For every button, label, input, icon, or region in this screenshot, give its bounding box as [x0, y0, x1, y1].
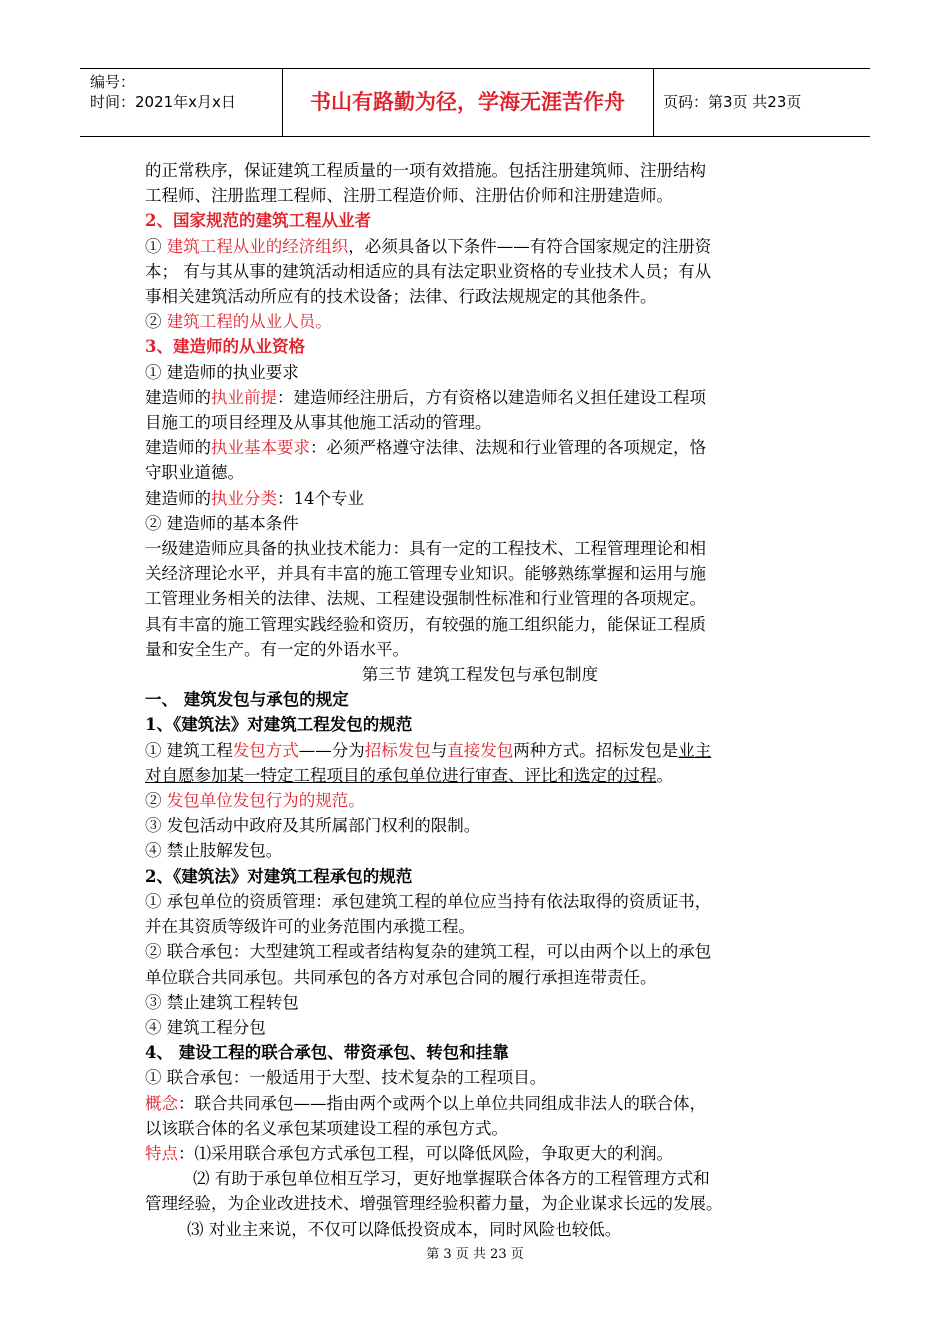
heading-undertaking-rules: 2、《建筑法》对建筑工程承包的规范 — [145, 866, 413, 886]
requirement-category — [145, 486, 815, 511]
highlight-text: 建筑工程的从业人员。 — [166, 312, 332, 332]
paragraph-line: 的正常秩序，保证建筑工程质量的一项有效措施。包括注册建筑师、注册结构 — [145, 161, 706, 180]
subheading-requirements: ① 建造师的执业要求 — [145, 362, 299, 382]
highlight-text: 发包单位发包行为的规范。 — [166, 791, 365, 811]
text: 两种方式。招标发包是 — [513, 740, 679, 760]
text: ：必须严格遵守法律、法规和行业管理的各项规定，恪 — [310, 438, 706, 458]
text: 。 — [656, 765, 673, 785]
concept-label: 概念 — [145, 1093, 178, 1113]
header-number-label: 编号： — [90, 73, 136, 91]
text: ：建造师经注册后，方有资格以建造师名义担任建设工程项 — [277, 387, 706, 407]
section-title: 第三节 建筑工程发包与承包制度 — [361, 665, 599, 685]
text: ——分为 — [298, 740, 365, 760]
highlight-text: 执业分类 — [211, 488, 277, 508]
header-date: 时间：2021年x月x日 — [90, 93, 236, 111]
underlined-text: 对自愿参加某一特定工程项目的承包单位进行审查、评比和选定的过程 — [145, 765, 657, 785]
paragraph-line: 单位联合共同承包。共同承包的各方对承包合同的履行承担连带责任。 — [145, 967, 657, 987]
paragraph-line: 管理经验，为企业改进技术、增强管理经验积蓄力量，为企业谋求长远的发展。 — [145, 1194, 723, 1214]
text: 与 — [430, 740, 448, 760]
header-meta — [90, 72, 236, 112]
document-body — [145, 158, 815, 1242]
item-contract-method — [145, 738, 815, 763]
item-number: ① — [145, 236, 167, 256]
paragraph-line: 工管理业务相关的法律、法规、工程建设强制性标准和行业管理的各项规定。 — [145, 589, 706, 609]
paragraph-line — [145, 763, 815, 788]
highlight-text: 发包方式 — [232, 740, 299, 760]
feature-label: 特点 — [145, 1143, 178, 1163]
paragraph-line: 以该联合体的名义承包某项建设工程的承包方式。 — [145, 1118, 508, 1138]
text: 建造师的 — [145, 488, 211, 508]
header-page-info: 页码：第3页 共23页 — [663, 93, 802, 111]
item-no-dismember: ④ 禁止肢解发包。 — [145, 841, 283, 861]
subheading-conditions: ② 建造师的基本条件 — [145, 513, 299, 533]
item-no-transfer: ③ 禁止建筑工程转包 — [145, 992, 299, 1012]
item-joint: ① 联合承包：一般适用于大型、技术复杂的工程项目。 — [145, 1068, 547, 1088]
heading-joint-contracting: 4、 建设工程的联合承包、带资承包、转包和挂靠 — [145, 1043, 509, 1063]
page-footer: 第 3 页 共 23 页 — [426, 1247, 524, 1262]
item-text: ，必须具备以下条件——有符合国家规定的注册资 — [348, 236, 712, 256]
highlight-text: 执业前提 — [211, 387, 277, 407]
item-number: ② — [145, 312, 167, 332]
concept-line — [145, 1091, 815, 1116]
header-divider-right — [653, 68, 654, 136]
paragraph-line: 事相关建筑活动所应有的技术设备；法律、行政法规规定的其他条件。 — [145, 287, 657, 307]
highlight-text: 招标发包 — [364, 740, 431, 760]
paragraph-line: ② 联合承包：大型建筑工程或者结构复杂的建筑工程，可以由两个以上的承包 — [145, 942, 712, 962]
text: ① 建筑工程 — [145, 740, 233, 760]
paragraph-line: 关经济理论水平，并具有丰富的施工管理专业知识。能够熟练掌握和运用与施 — [145, 564, 706, 584]
paragraph-line: 守职业道德。 — [145, 463, 244, 483]
requirement-basic — [145, 435, 815, 460]
paragraph-line: ⑵ 有助于承包单位相互学习，更好地掌握联合体各方的工程管理方式和 — [193, 1169, 710, 1189]
feature-line — [145, 1141, 815, 1166]
highlight-text: 直接发包 — [447, 740, 514, 760]
paragraph-line: ⑶ 对业主来说，不仅可以降低投资成本，同时风险也较低。 — [187, 1219, 622, 1239]
paragraph-line: 并在其资质等级许可的业务范围内承揽工程。 — [145, 917, 475, 937]
heading-one: 一、 建筑发包与承包的规定 — [145, 690, 349, 710]
text: 建造师的 — [145, 438, 211, 458]
text: ：⑴采用联合承包方式承包工程，可以降低风险，争取更大的利润。 — [178, 1143, 673, 1163]
highlight-text: 建筑工程从业的经济组织 — [166, 236, 349, 256]
heading-contracting-rules: 1、《建筑法》对建筑工程发包的规范 — [145, 715, 413, 735]
header-bottom-rule — [80, 136, 870, 137]
heading-practitioners: 2、国家规范的建筑工程从业者 — [145, 211, 371, 231]
paragraph-line: 一级建造师应具备的执业技术能力：具有一定的工程技术、工程管理理论和相 — [145, 539, 706, 559]
item-subcontract: ④ 建筑工程分包 — [145, 1017, 266, 1037]
paragraph-line: 目施工的项目经理及从事其他施工活动的管理。 — [145, 413, 492, 433]
item-government-limits: ③ 发包活动中政府及其所属部门权利的限制。 — [145, 816, 481, 836]
paragraph-line: 工程师、注册监理工程师、注册工程造价师、注册估价师和注册建造师。 — [145, 186, 673, 206]
highlight-text: 执业基本要求 — [211, 438, 310, 458]
paragraph-line: ① 承包单位的资质管理：承包建筑工程的单位应当持有依法取得的资质证书， — [145, 891, 712, 911]
requirement-premise — [145, 385, 815, 410]
header-motto: 书山有路勤为径，学海无涯苦作舟 — [310, 90, 625, 114]
paragraph-line: 量和安全生产。有一定的外语水平。 — [145, 639, 409, 659]
paragraph-line: 本； 有与其从事的建筑活动相适应的具有法定职业资格的专业技术人员；有从 — [145, 261, 712, 281]
text: ：14个专业 — [277, 488, 364, 508]
text: ：联合共同承包——指由两个或两个以上单位共同组成非法人的联合体， — [178, 1093, 706, 1113]
item-number: ② — [145, 791, 167, 811]
paragraph-line: 具有丰富的施工管理实践经验和资历，有较强的施工组织能力，能保证工程质 — [145, 614, 706, 634]
underlined-text: 业主 — [678, 740, 712, 760]
item-economic-org — [145, 234, 815, 259]
heading-qualification: 3、建造师的从业资格 — [145, 337, 305, 357]
item-personnel — [145, 309, 815, 334]
item-behavior — [145, 788, 815, 813]
text: 建造师的 — [145, 387, 211, 407]
